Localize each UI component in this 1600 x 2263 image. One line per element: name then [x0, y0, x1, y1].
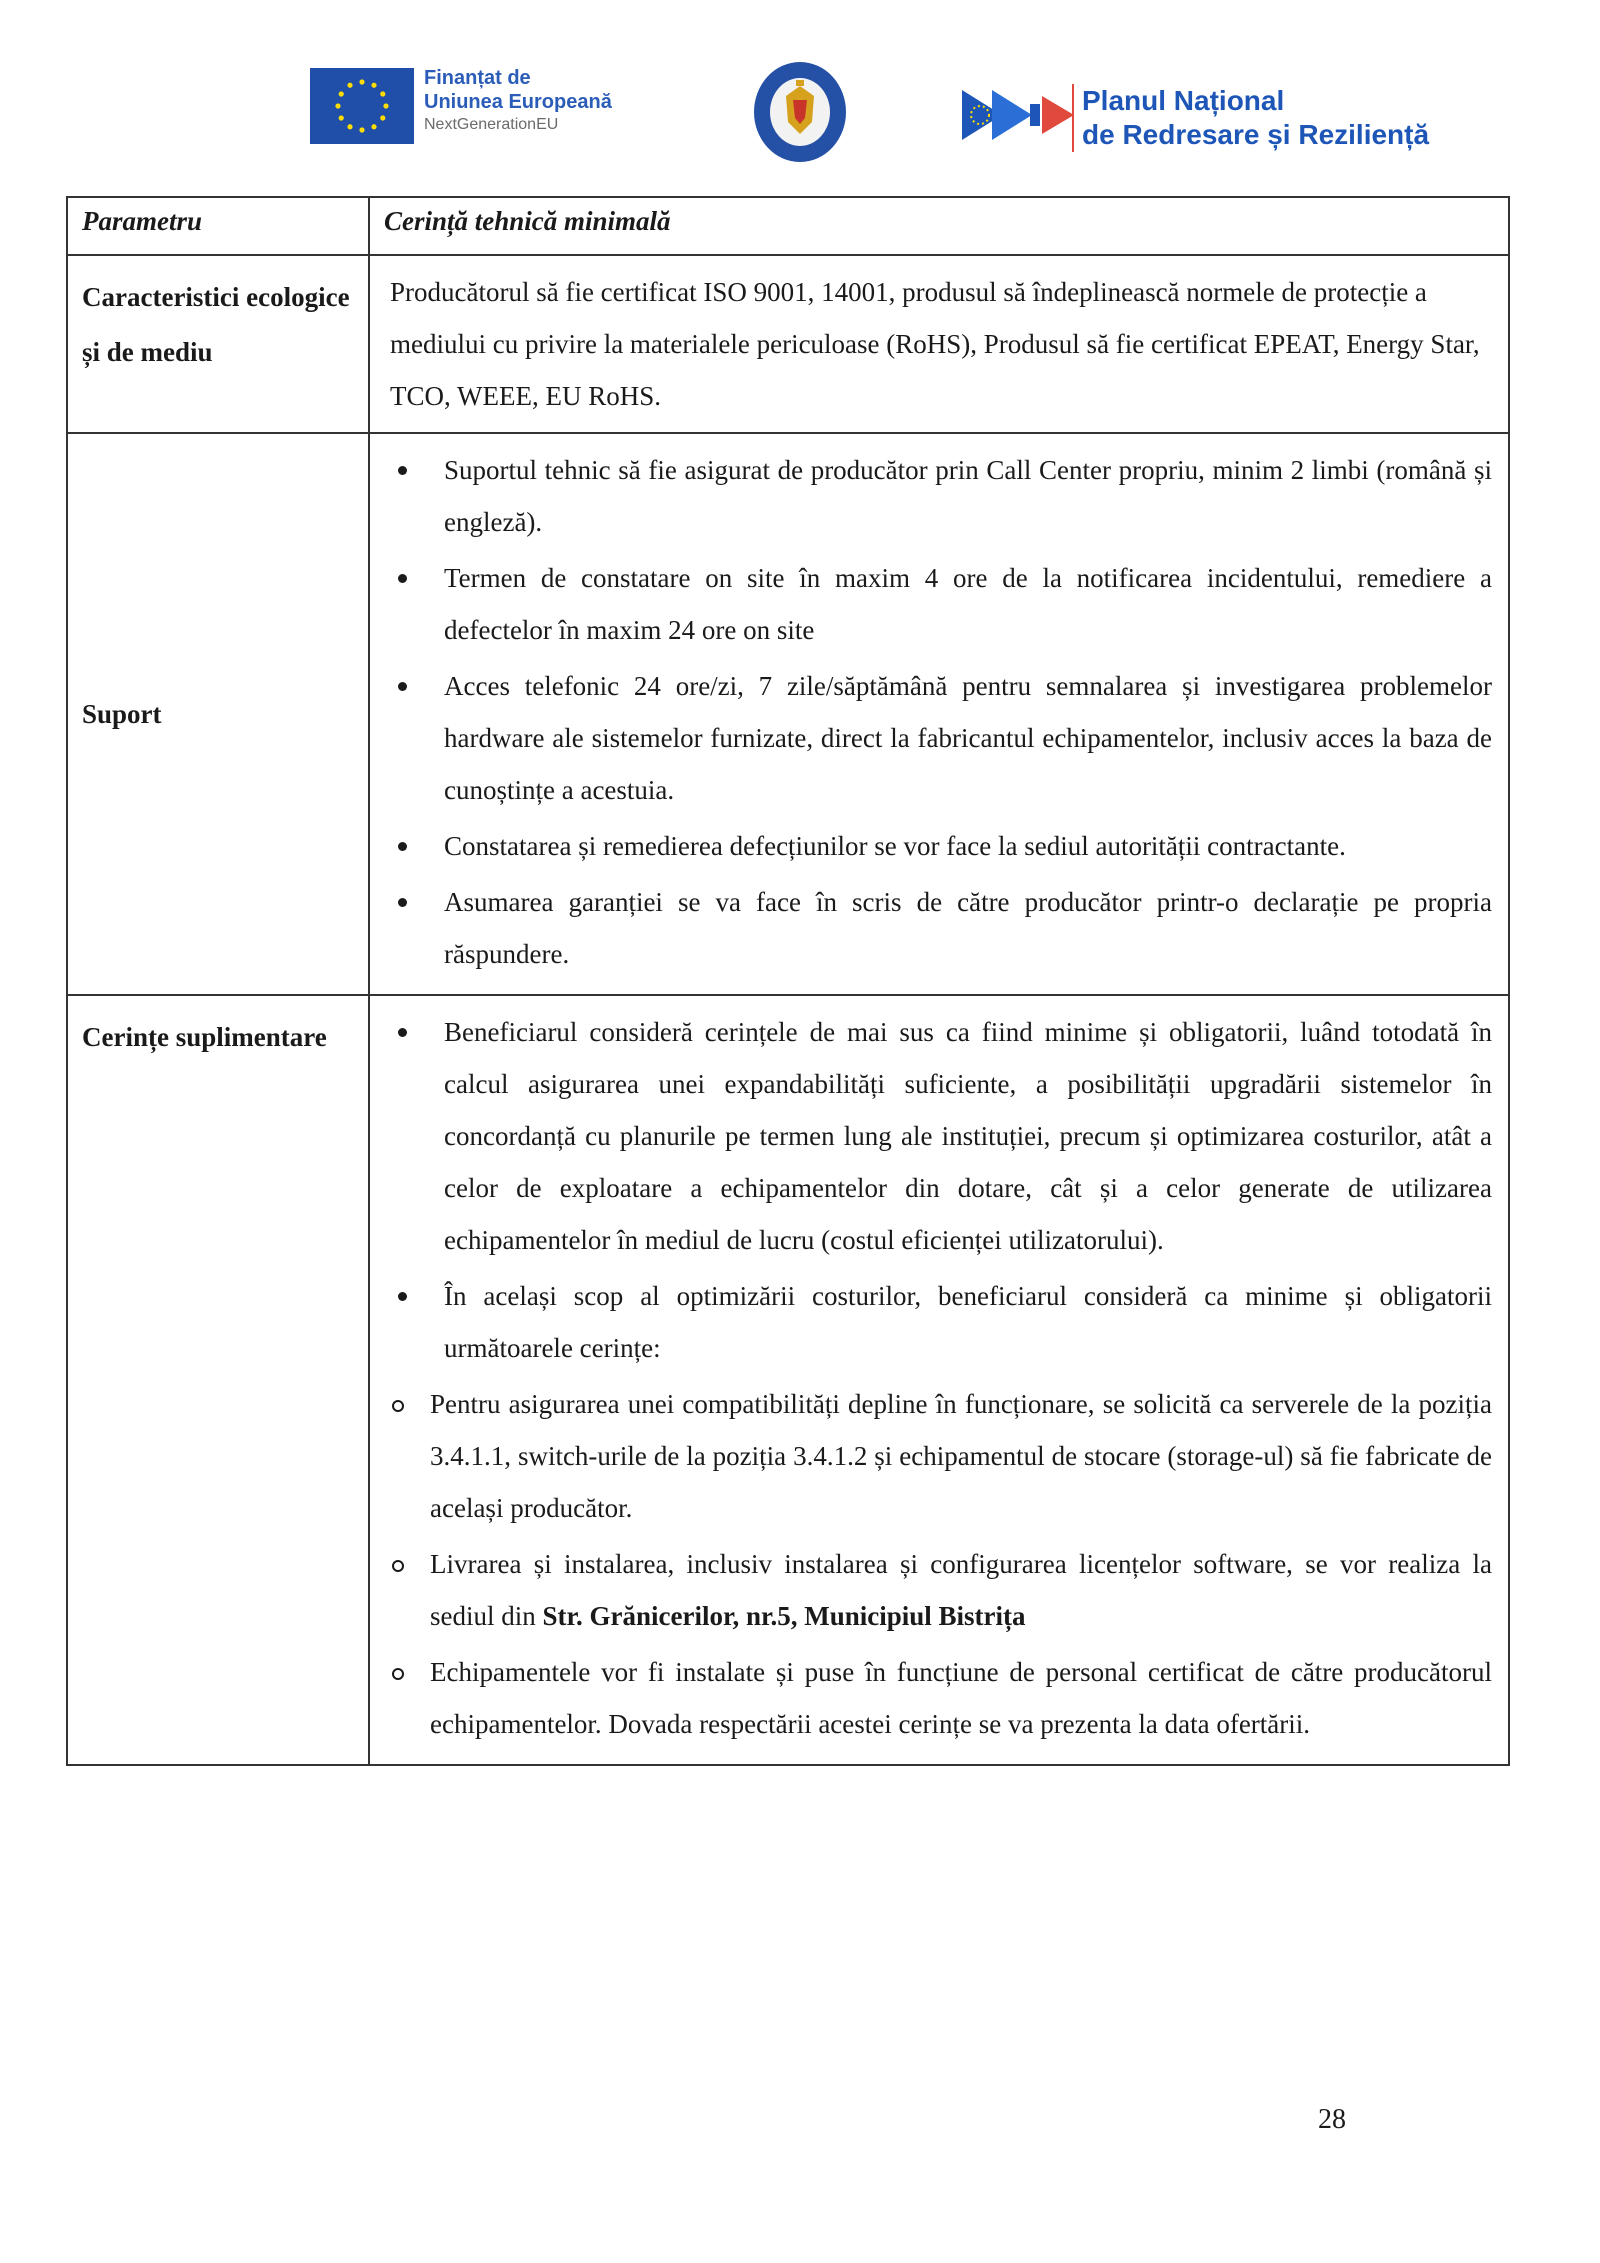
eu-funding-line2: Uniunea Europeană — [424, 91, 612, 113]
eu-star-icon — [359, 127, 364, 132]
list-item: Beneficiarul consideră cerințele de mai sus ca fiind minime și obligatorii, luând totodată în calcul asigurarea unei expandabilități suficiente, a posibilității upgradării sistemelor în concordanță cu planurile pe termen lung ale instituției, precum și optimizarea costurilor, atât a celor de exploatare a echipamentelor din dotare, cât și a celor generate de utilizarea echipamentelor în mediul de lucru (costul eficienței utilizatorului). — [390, 1006, 1492, 1266]
eu-star-icon — [371, 83, 376, 88]
table-row-additional — [67, 995, 1509, 1765]
pnrr-title — [1072, 84, 1429, 152]
page-number: 28 — [1318, 2104, 1346, 2135]
eu-flag-logo — [310, 68, 414, 144]
param-additional: Cerințe suplimentare — [67, 995, 369, 1765]
sub-list-item — [390, 1538, 1492, 1642]
column-header-parameter: Parametru — [67, 197, 369, 255]
table-row-ecological — [67, 255, 1509, 433]
sub-list-item: Pentru asigurarea unei compatibilități depline în funcționare, se solicită ca serverele de la poziția 3.4.1.1, switch-urile de la poziția 3.4.1.2 și echipamentul de stocare (storage-ul) să fie fabricate de același producător. — [390, 1378, 1492, 1534]
eu-star-icon — [380, 91, 385, 96]
list-item: Constatarea și remedierea defecțiunilor se vor face la sediul autorității contractante. — [390, 820, 1492, 872]
eu-star-icon — [335, 103, 340, 108]
pnrr-title-line2: de Redresare și Reziliență — [1082, 119, 1430, 150]
param-support: Suport — [67, 433, 369, 995]
requirement-ecological: Producătorul să fie certificat ISO 9001, 14001, produsul să îndeplinească normele de protecție a mediului cu privire la materialele periculoase (RoHS), Produsul să fie certificat EPEAT, Energy Star, TCO, WEEE, EU RoHS. — [369, 255, 1509, 433]
requirement-support — [369, 433, 1509, 995]
eu-star-icon — [339, 115, 344, 120]
sub-list-item: Echipamentele vor fi instalate și puse în funcțiune de personal certificat de către producătorul echipamentelor. Dovada respectării acestei cerințe se va prezenta la data ofertării. — [390, 1646, 1492, 1750]
eu-star-icon — [359, 79, 364, 84]
additional-list — [390, 1006, 1492, 1750]
table-row-support — [67, 433, 1509, 995]
table-header-row — [67, 197, 1509, 255]
requirement-additional — [369, 995, 1509, 1765]
technical-requirements-table — [66, 196, 1510, 1766]
list-item: Termen de constatare on site în maxim 4 ore de la notificarea incidentului, remediere a defectelor în maxim 24 ore on site — [390, 552, 1492, 656]
pnrr-title-line1: Planul Național — [1082, 85, 1285, 116]
eu-star-icon — [383, 103, 388, 108]
delivery-text: Livrarea și instalarea, inclusiv instalarea și configurarea licențelor software, se vor realiza la sediul din — [430, 1549, 1492, 1631]
eu-star-icon — [380, 115, 385, 120]
romanian-government-seal-icon — [752, 60, 848, 164]
list-item: Asumarea garanției se va face în scris de către producător printr-o declarație pe propria răspundere. — [390, 876, 1492, 980]
param-ecological: Caracteristici ecologice și de mediu — [67, 255, 369, 433]
delivery-location: Str. Grănicerilor, nr.5, Municipiul Bistrița — [542, 1601, 1026, 1631]
support-list — [390, 444, 1492, 980]
list-item: În același scop al optimizării costurilor, beneficiarul consideră ca minime și obligatorii următoarele cerințe: — [390, 1270, 1492, 1374]
eu-star-icon — [347, 83, 352, 88]
eu-star-icon — [347, 124, 352, 129]
eu-star-icon — [339, 91, 344, 96]
pnrr-arrow-logo — [962, 82, 1074, 148]
eu-funding-text — [424, 66, 612, 136]
list-item: Acces telefonic 24 ore/zi, 7 zile/săptămână pentru semnalarea și investigarea problemelor hardware ale sistemelor furnizate, direct la fabricantul echipamentelor, inclusiv acces la baza de cunoștințe a acestuia. — [390, 660, 1492, 816]
document-header — [0, 0, 1600, 170]
column-header-requirement: Cerință tehnică minimală — [369, 197, 1509, 255]
list-item: Suportul tehnic să fie asigurat de producător prin Call Center propriu, minim 2 limbi (română și engleză). — [390, 444, 1492, 548]
eu-funding-line3: NextGenerationEU — [424, 116, 559, 133]
eu-funding-line1: Finanțat de — [424, 67, 531, 89]
eu-star-icon — [371, 124, 376, 129]
